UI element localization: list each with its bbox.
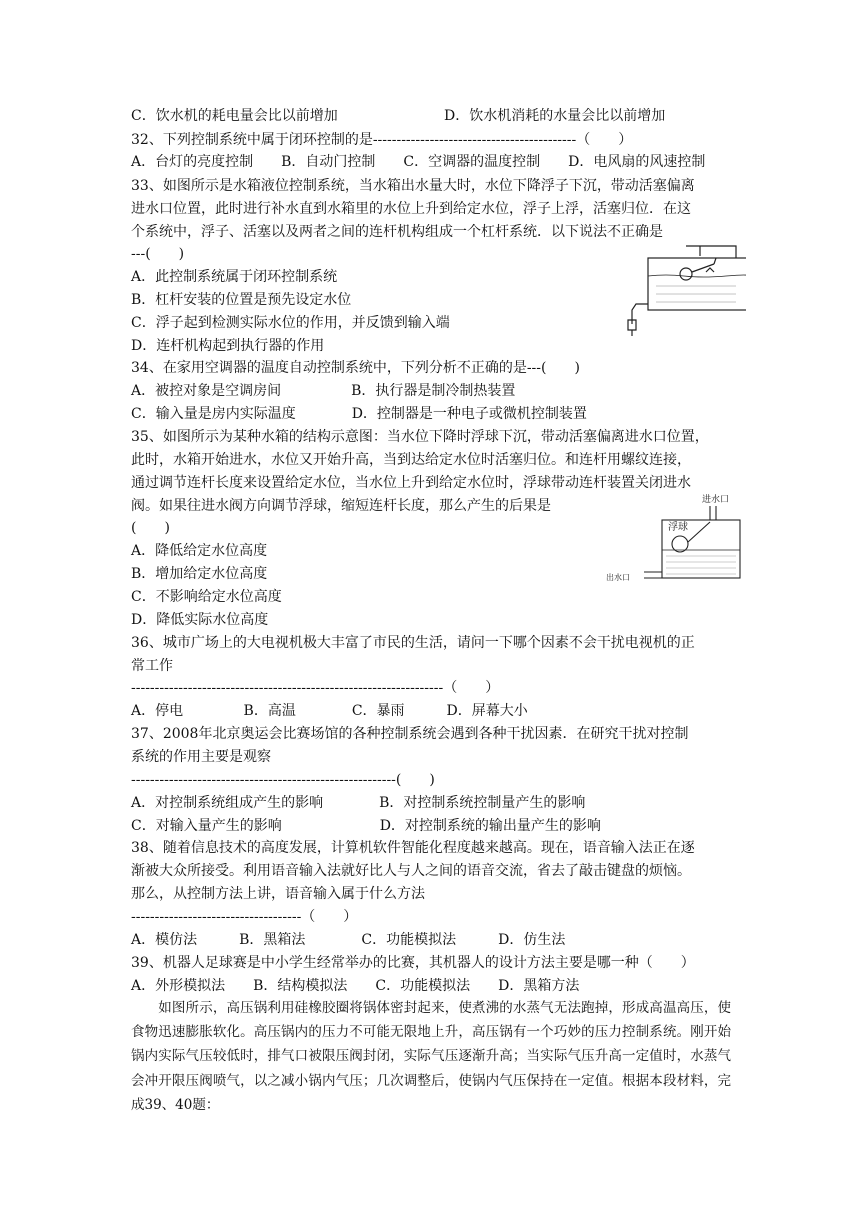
q33-option-c: C．浮子起到检测实际水位的作用，并反馈到输入端 xyxy=(131,315,450,331)
q31-option-c: C．饮水机的耗电量会比以前增加 xyxy=(131,108,338,124)
q34-options-cd: C．输入量是房内实际温度 D．控制器是一种电子或微机控制装置 xyxy=(131,406,587,422)
q35-option-c: C．不影响给定水位高度 xyxy=(131,589,282,605)
q36-stem-1: 36、城市广场上的大电视机极大丰富了市民的生活，请问一下哪个因素不会干扰电视机的正 xyxy=(131,635,695,651)
q38-stem-1: 38、随着信息技术的高度发展，计算机软件智能化程度越来越高。现在，语音输入法正在逐 xyxy=(131,840,695,856)
water-tank-figure-1 xyxy=(626,238,746,338)
q35-stem-1: 35、如图所示为某种水箱的结构示意图：当水位下降时浮球下沉，带动活塞偏离进水口位置， xyxy=(131,429,709,445)
outlet-label: 出水口 xyxy=(606,573,630,582)
q33-stem-3: 个系统中，浮子、活塞以及两者之间的连杆机构组成一个杠杆系统．以下说法不正确是 xyxy=(131,224,663,240)
q32-options: A．台灯的亮度控制 B．自动门控制 C．空调器的温度控制 D．电风扇的风速控制 xyxy=(131,154,706,170)
q37-stem-3: --------------------------------------------------------( ) xyxy=(131,772,435,788)
q36-stem-2: 常工作 xyxy=(131,658,173,674)
q35-stem-2: 此时，水箱开始进水，水位又开始升高，当到达给定水位时活塞归位。和连杆用螺纹连接， xyxy=(131,452,691,468)
q34-options-ab: A．被控对象是空调房间 B．执行器是制冷制热装置 xyxy=(131,383,516,399)
q39-options: A．外形模拟法 B．结构模拟法 C．功能模拟法 D．黑箱方法 xyxy=(131,978,580,994)
q37-options-ab: A．对控制系统组成产生的影响 B．对控制系统控制量产生的影响 xyxy=(131,795,586,811)
q33-option-d: D．连杆机构起到执行器的作用 xyxy=(131,338,325,354)
q37-stem-2: 系统的作用主要是观察 xyxy=(131,749,271,765)
q35-option-a: A．降低给定水位高度 xyxy=(131,543,268,559)
inlet-label: 进水口 xyxy=(702,495,730,505)
q35-stem-5: ( ) xyxy=(131,520,170,536)
q38-stem-4: ------------------------------------（ ） xyxy=(131,909,358,925)
q39-stem: 39、机器人足球赛是中小学生经常举办的比赛，其机器人的设计方法主要是哪一种（ ） xyxy=(131,955,695,971)
q33-stem-1: 33、如图所示是水箱液位控制系统，当水箱出水量大时，水位下降浮子下沉，带动活塞偏离 xyxy=(131,178,695,194)
q33-stem-4: ---( ) xyxy=(131,246,185,262)
q32-stem: 32、下列控制系统中属于闭环控制的是-------------------------------------------（ ） xyxy=(131,132,633,148)
float-label: 浮球 xyxy=(668,522,688,533)
water-tank-figure-2 xyxy=(604,490,744,592)
q37-stem-1: 37、2008年北京奥运会比赛场馆的各种控制系统会遇到各种干扰因素．在研究干扰对控制 xyxy=(131,726,689,742)
q33-option-b: B．杠杆安装的位置是预先设定水位 xyxy=(131,292,352,308)
q35-option-d: D．降低实际水位高度 xyxy=(131,612,269,628)
pressure-cooker-paragraph: 如图所示，高压锅利用硅橡胶圈将锅体密封起来，使煮沸的水蒸气无法跑掉，形成高温高压，使食物迅速膨胀软化。高压锅内的压力不可能无限地上升，高压锅有一个巧妙的压力控制系统。刚开始锅内实际气压较低时，排气口被限压阀封闭，实际气压逐渐升高；当实际气压升高一定值时，水蒸气会冲开限压阀喷气，以之减小锅内气压；几次调整后，使锅内气压保持在一定值。根据本段材料，完成39、40题： xyxy=(131,1000,731,1113)
q33-stem-2: 进水口位置，此时进行补水直到水箱里的水位上升到给定水位，浮子上浮，活塞归位．在这 xyxy=(131,201,691,217)
q35-stem-3: 通过调节连杆长度来设置给定水位，当水位上升到给定水位时，浮球带动连杆装置关闭进水 xyxy=(131,475,691,491)
q31-option-d: D．饮水机消耗的水量会比以前增加 xyxy=(444,108,666,124)
q35-stem-4: 阀。如果往进水阀方向调节浮球，缩短连杆长度，那么产生的后果是 xyxy=(131,498,551,514)
q34-stem: 34、在家用空调器的温度自动控制系统中，下列分析不正确的是---( ) xyxy=(131,360,580,376)
q36-options: A．停电 B．高温 C．暴雨 D．屏幕大小 xyxy=(131,703,528,719)
q35-option-b: B．增加给定水位高度 xyxy=(131,566,268,582)
q38-stem-3: 那么，从控制方法上讲，语音输入属于什么方法 xyxy=(131,886,425,902)
q38-options: A．模仿法 B．黑箱法 C．功能模拟法 D．仿生法 xyxy=(131,932,566,948)
q37-options-cd: C．对输入量产生的影响 D．对控制系统的输出量产生的影响 xyxy=(131,818,601,834)
q33-option-a: A．此控制系统属于闭环控制系统 xyxy=(131,269,338,285)
q36-stem-3: ------------------------------------------------------------------（ ） xyxy=(131,680,500,696)
q38-stem-2: 渐被大众所接受。利用语音输入法就好比人与人之间的语音交流，省去了敲击键盘的烦恼。 xyxy=(131,863,691,879)
